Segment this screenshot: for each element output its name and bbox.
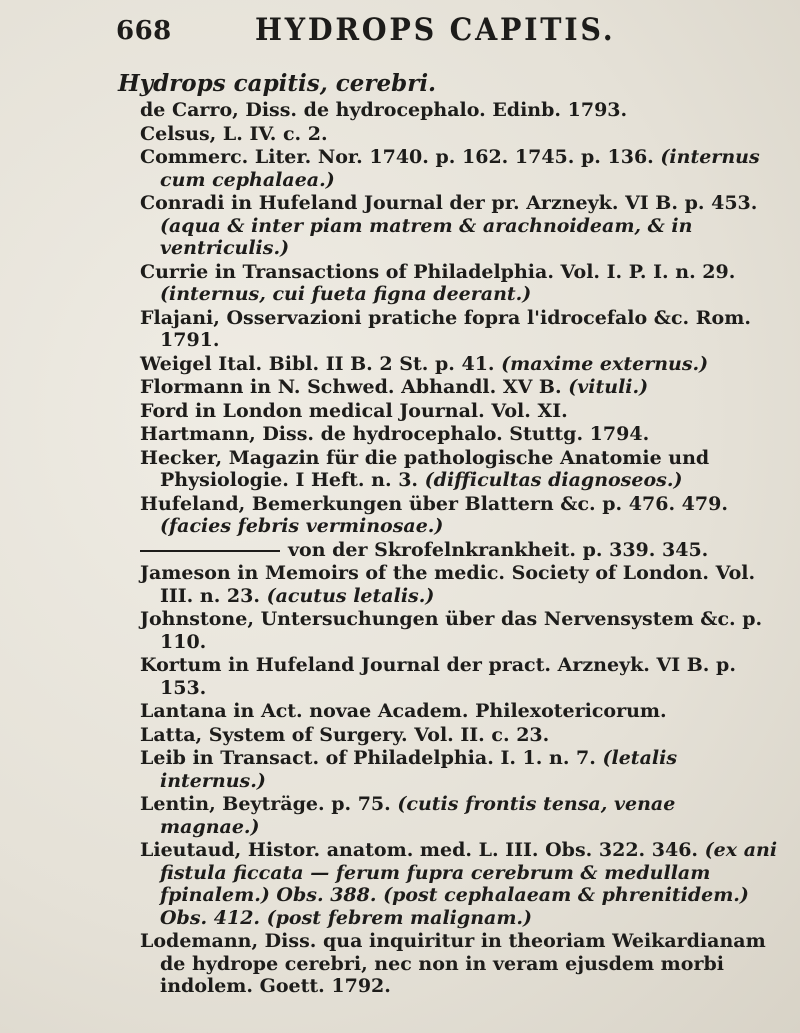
- bibliography-entry: [130, 261, 778, 306]
- entry-note: (facies febris verminosae.): [160, 515, 444, 537]
- bibliography-body: [118, 70, 778, 999]
- bibliography-entry: [130, 400, 778, 423]
- bibliography-entry: [130, 123, 778, 146]
- entry-citation: Flajani, Osservazioni pratiche fopra l'idrocefalo &c. Rom. 1791.: [140, 306, 751, 351]
- bibliography-entry: [130, 839, 778, 929]
- entry-citation: Celsus, L. IV. c. 2.: [140, 122, 328, 145]
- bibliography-entry: [130, 99, 778, 122]
- entry-citation: Leib in Transact. of Philadelphia. I. 1. n. 7.: [140, 747, 596, 769]
- entry-note: (cutis frontis tensa, venae magnae.): [160, 793, 676, 838]
- entry-citation: Commerc. Liter. Nor. 1740. p. 162. 1745. p. 136.: [140, 146, 654, 168]
- page-number: 668: [116, 16, 172, 46]
- bibliography-entry: [130, 608, 778, 653]
- entry-citation: Ford in London medical Journal. Vol. XI.: [140, 399, 568, 422]
- entry-citation: Lantana in Act. novae Academ. Philexotericorum.: [140, 700, 667, 722]
- bibliography-entry: [130, 307, 778, 352]
- entry-list: [118, 99, 778, 998]
- entry-note: (ex ani fistula ficcata — ferum fupra cerebrum & medullam fpinalem.) Obs. 388. (post cephalaeam & phrenitidem.) Obs. 412. (post febrem malignam.): [160, 839, 778, 929]
- entry-citation: von der Skrofelnkrankheit. p. 339. 345.: [288, 538, 709, 561]
- bibliography-entry: [130, 447, 778, 492]
- bibliography-entry: [130, 192, 778, 260]
- bibliography-entry: [130, 724, 778, 747]
- bibliography-entry: [130, 747, 778, 792]
- bibliography-entry: [130, 562, 778, 607]
- running-head: HYDROPS CAPITIS.: [255, 12, 616, 48]
- entry-note: (aqua & inter piam matrem & arachnoideam, & in ventriculis.): [160, 214, 693, 259]
- entry-note: (internus cum cephalaea.): [160, 146, 760, 191]
- entry-citation: Hufeland, Bemerkungen über Blattern &c. p. 476. 479.: [140, 492, 728, 515]
- bibliography-entry: [130, 146, 778, 191]
- entry-note: (acutus letalis.): [266, 584, 435, 607]
- entry-citation: Kortum in Hufeland Journal der pract. Arzneyk. VI B. p. 153.: [140, 654, 736, 699]
- entry-note: (internus, cui fueta figna deerant.): [160, 283, 532, 305]
- entry-citation: Hartmann, Diss. de hydrocephalo. Stuttg. 1794.: [140, 423, 650, 445]
- entry-citation: Currie in Transactions of Philadelphia. Vol. I. P. I. n. 29.: [140, 260, 736, 283]
- entry-citation: Jameson in Memoirs of the medic. Society of London. Vol. III. n. 23.: [140, 562, 756, 607]
- entry-citation: Lieutaud, Histor. anatom. med. L. III. Obs. 322. 346.: [140, 839, 699, 861]
- entry-citation: de Carro, Diss. de hydrocephalo. Edinb. 1793.: [140, 99, 628, 121]
- entry-citation: Latta, System of Surgery. Vol. II. c. 23.: [140, 723, 550, 746]
- section-intro: Hydrops capitis, cerebri.: [118, 70, 437, 97]
- entry-citation: Lentin, Beyträge. p. 75.: [140, 793, 391, 815]
- ditto-dash: [140, 550, 280, 552]
- bibliography-entry: [130, 700, 778, 723]
- bibliography-entry: [130, 539, 778, 562]
- entry-citation: Weigel Ital. Bibl. II B. 2 St. p. 41.: [140, 352, 495, 375]
- bibliography-entry: [130, 793, 778, 838]
- entry-citation: Johnstone, Untersuchungen über das Nervensystem &c. p. 110.: [140, 608, 763, 653]
- bibliography-entry: [130, 423, 778, 446]
- bibliography-entry: [130, 654, 778, 699]
- bibliography-entry: [130, 930, 778, 998]
- entry-citation: Lodemann, Diss. qua inquiritur in theoriam Weikardianam de hydrope cerebri, nec non in veram ejusdem morbi indolem. Goett. 1792.: [140, 930, 766, 997]
- entry-citation: Conradi in Hufeland Journal der pr. Arzneyk. VI B. p. 453.: [140, 192, 758, 214]
- bibliography-entry: [130, 353, 778, 376]
- entry-note: (maxime externus.): [501, 352, 709, 375]
- bibliography-entry: [130, 493, 778, 538]
- bibliography-entry: [130, 376, 778, 399]
- entry-citation: Flormann in N. Schwed. Abhandl. XV B.: [140, 376, 562, 398]
- entry-note: (letalis internus.): [160, 747, 678, 792]
- entry-note: (vituli.): [568, 376, 649, 398]
- entry-citation: Hecker, Magazin für die pathologische Anatomie und Physiologie. I Heft. n. 3.: [140, 446, 710, 491]
- page-header: [0, 8, 800, 68]
- entry-note: (difficultas diagnoseos.): [424, 469, 683, 491]
